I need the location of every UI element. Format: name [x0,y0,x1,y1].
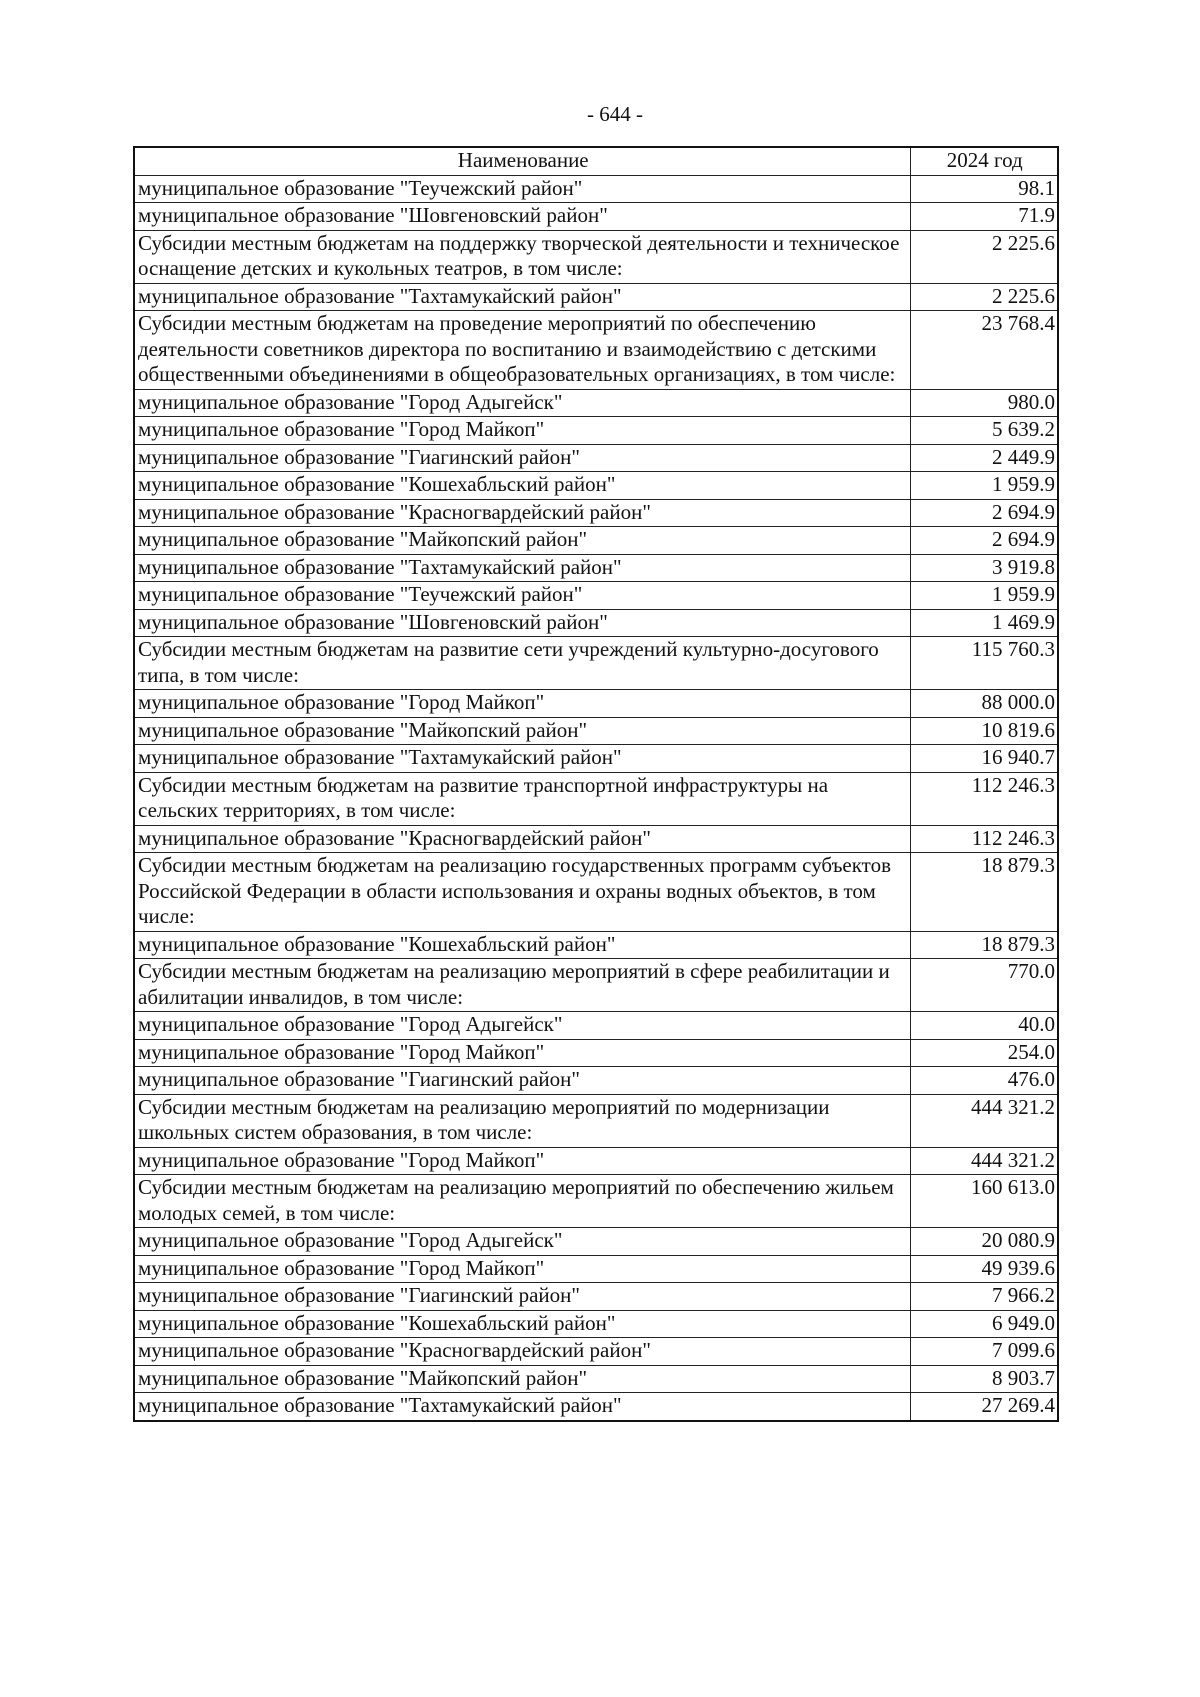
row-name-cell: муниципальное образование "Город Майкоп" [134,1255,911,1283]
row-value-cell: 1 469.9 [911,609,1058,637]
row-value-cell: 115 760.3 [911,637,1058,690]
row-value-cell: 1 959.9 [911,582,1058,610]
table-header-row [134,147,1058,175]
row-name-cell: муниципальное образование "Теучежский район" [134,175,911,203]
table-row [134,853,1058,932]
row-name-cell: муниципальное образование "Шовгеновский район" [134,203,911,231]
row-name-cell: муниципальное образование "Шовгеновский район" [134,609,911,637]
row-value-cell: 254.0 [911,1039,1058,1067]
row-value-cell: 27 269.4 [911,1393,1058,1421]
table-row [134,230,1058,283]
row-value-cell: 23 768.4 [911,311,1058,390]
row-value-cell: 98.1 [911,175,1058,203]
row-name-cell: муниципальное образование "Город Майкоп" [134,417,911,445]
table-row [134,1228,1058,1256]
row-value-cell: 2 694.9 [911,499,1058,527]
row-value-cell: 1 959.9 [911,472,1058,500]
table-row [134,389,1058,417]
row-value-cell: 20 080.9 [911,1228,1058,1256]
table-row [134,1283,1058,1311]
table-row [134,1365,1058,1393]
row-value-cell: 71.9 [911,203,1058,231]
table-row [134,582,1058,610]
row-value-cell: 444 321.2 [911,1094,1058,1147]
row-value-cell: 49 939.6 [911,1255,1058,1283]
row-value-cell: 770.0 [911,959,1058,1012]
row-name-cell: муниципальное образование "Майкопский район" [134,1365,911,1393]
row-name-cell: муниципальное образование "Город Майкоп" [134,1039,911,1067]
row-name-cell: Субсидии местным бюджетам на развитие сети учреждений культурно-досугового типа, в том числе: [134,637,911,690]
row-name-cell: Субсидии местным бюджетам на развитие транспортной инфраструктуры на сельских территориях, в том числе: [134,772,911,825]
table-row [134,772,1058,825]
row-value-cell: 18 879.3 [911,853,1058,932]
row-value-cell: 16 940.7 [911,745,1058,773]
row-name-cell: Субсидии местным бюджетам на поддержку творческой деятельности и техническое оснащение детских и кукольных театров, в том числе: [134,230,911,283]
table-row [134,203,1058,231]
row-value-cell: 2 225.6 [911,283,1058,311]
row-name-cell: муниципальное образование "Тахтамукайский район" [134,554,911,582]
row-name-cell: муниципальное образование "Кошехабльский район" [134,931,911,959]
table-row [134,1175,1058,1228]
table-row [134,1393,1058,1421]
table-row [134,554,1058,582]
row-name-cell: Субсидии местным бюджетам на реализацию мероприятий по обеспечению жильем молодых семей, в том числе: [134,1175,911,1228]
row-value-cell: 160 613.0 [911,1175,1058,1228]
row-name-cell: муниципальное образование "Город Майкоп" [134,690,911,718]
row-name-cell: муниципальное образование "Кошехабльский район" [134,1310,911,1338]
row-value-cell: 40.0 [911,1012,1058,1040]
table-row [134,311,1058,390]
table-row [134,1255,1058,1283]
budget-table [133,146,1059,1422]
table-row [134,825,1058,853]
row-name-cell: Субсидии местным бюджетам на проведение мероприятий по обеспечению деятельности советников директора по воспитанию и взаимодействию с детскими общественными объединениями в общеобразовательных организациях, в том числе: [134,311,911,390]
row-name-cell: муниципальное образование "Город Адыгейск" [134,389,911,417]
table-row [134,609,1058,637]
table-row [134,1067,1058,1095]
row-value-cell: 8 903.7 [911,1365,1058,1393]
row-value-cell: 112 246.3 [911,772,1058,825]
row-value-cell: 18 879.3 [911,931,1058,959]
row-name-cell: муниципальное образование "Тахтамукайский район" [134,283,911,311]
row-name-cell: муниципальное образование "Гиагинский район" [134,1067,911,1095]
row-name-cell: муниципальное образование "Красногвардейский район" [134,825,911,853]
row-name-cell: муниципальное образование "Гиагинский район" [134,444,911,472]
row-name-cell: муниципальное образование "Город Майкоп" [134,1147,911,1175]
row-value-cell: 6 949.0 [911,1310,1058,1338]
table-row [134,959,1058,1012]
page-number: - 644 - [587,102,643,126]
row-name-cell: Субсидии местным бюджетам на реализацию государственных программ субъектов Российской Федерации в области использования и охраны водных объектов, в том числе: [134,853,911,932]
row-value-cell: 112 246.3 [911,825,1058,853]
row-value-cell: 10 819.6 [911,717,1058,745]
row-name-cell: муниципальное образование "Гиагинский район" [134,1283,911,1311]
table-row [134,444,1058,472]
row-name-cell: муниципальное образование "Теучежский район" [134,582,911,610]
table-row [134,931,1058,959]
row-value-cell: 2 449.9 [911,444,1058,472]
row-value-cell: 88 000.0 [911,690,1058,718]
row-value-cell: 5 639.2 [911,417,1058,445]
row-value-cell: 2 225.6 [911,230,1058,283]
row-name-cell: Субсидии местным бюджетам на реализацию мероприятий в сфере реабилитации и абилитации инвалидов, в том числе: [134,959,911,1012]
table-row [134,1338,1058,1366]
table-row [134,1310,1058,1338]
table-row [134,417,1058,445]
row-name-cell: муниципальное образование "Город Адыгейск" [134,1012,911,1040]
row-name-cell: муниципальное образование "Тахтамукайский район" [134,745,911,773]
row-value-cell: 444 321.2 [911,1147,1058,1175]
table-row [134,1012,1058,1040]
table-row [134,1147,1058,1175]
row-value-cell: 2 694.9 [911,527,1058,555]
row-name-cell: Субсидии местным бюджетам на реализацию мероприятий по модернизации школьных систем образования, в том числе: [134,1094,911,1147]
table-row [134,499,1058,527]
row-value-cell: 7 099.6 [911,1338,1058,1366]
row-name-cell: муниципальное образование "Майкопский район" [134,717,911,745]
row-name-cell: муниципальное образование "Красногвардейский район" [134,499,911,527]
table-row [134,1094,1058,1147]
table-row [134,527,1058,555]
table-row [134,175,1058,203]
table-row [134,717,1058,745]
table-row [134,472,1058,500]
row-value-cell: 3 919.8 [911,554,1058,582]
row-name-cell: муниципальное образование "Майкопский район" [134,527,911,555]
row-value-cell: 7 966.2 [911,1283,1058,1311]
row-name-cell: муниципальное образование "Кошехабльский район" [134,472,911,500]
table-row [134,690,1058,718]
table-row [134,283,1058,311]
column-header-name: Наименование [134,147,911,175]
row-value-cell: 476.0 [911,1067,1058,1095]
column-header-year: 2024 год [911,147,1058,175]
table-row [134,745,1058,773]
table-row [134,637,1058,690]
row-value-cell: 980.0 [911,389,1058,417]
row-name-cell: муниципальное образование "Красногвардейский район" [134,1338,911,1366]
row-name-cell: муниципальное образование "Тахтамукайский район" [134,1393,911,1421]
row-name-cell: муниципальное образование "Город Адыгейск" [134,1228,911,1256]
table-row [134,1039,1058,1067]
